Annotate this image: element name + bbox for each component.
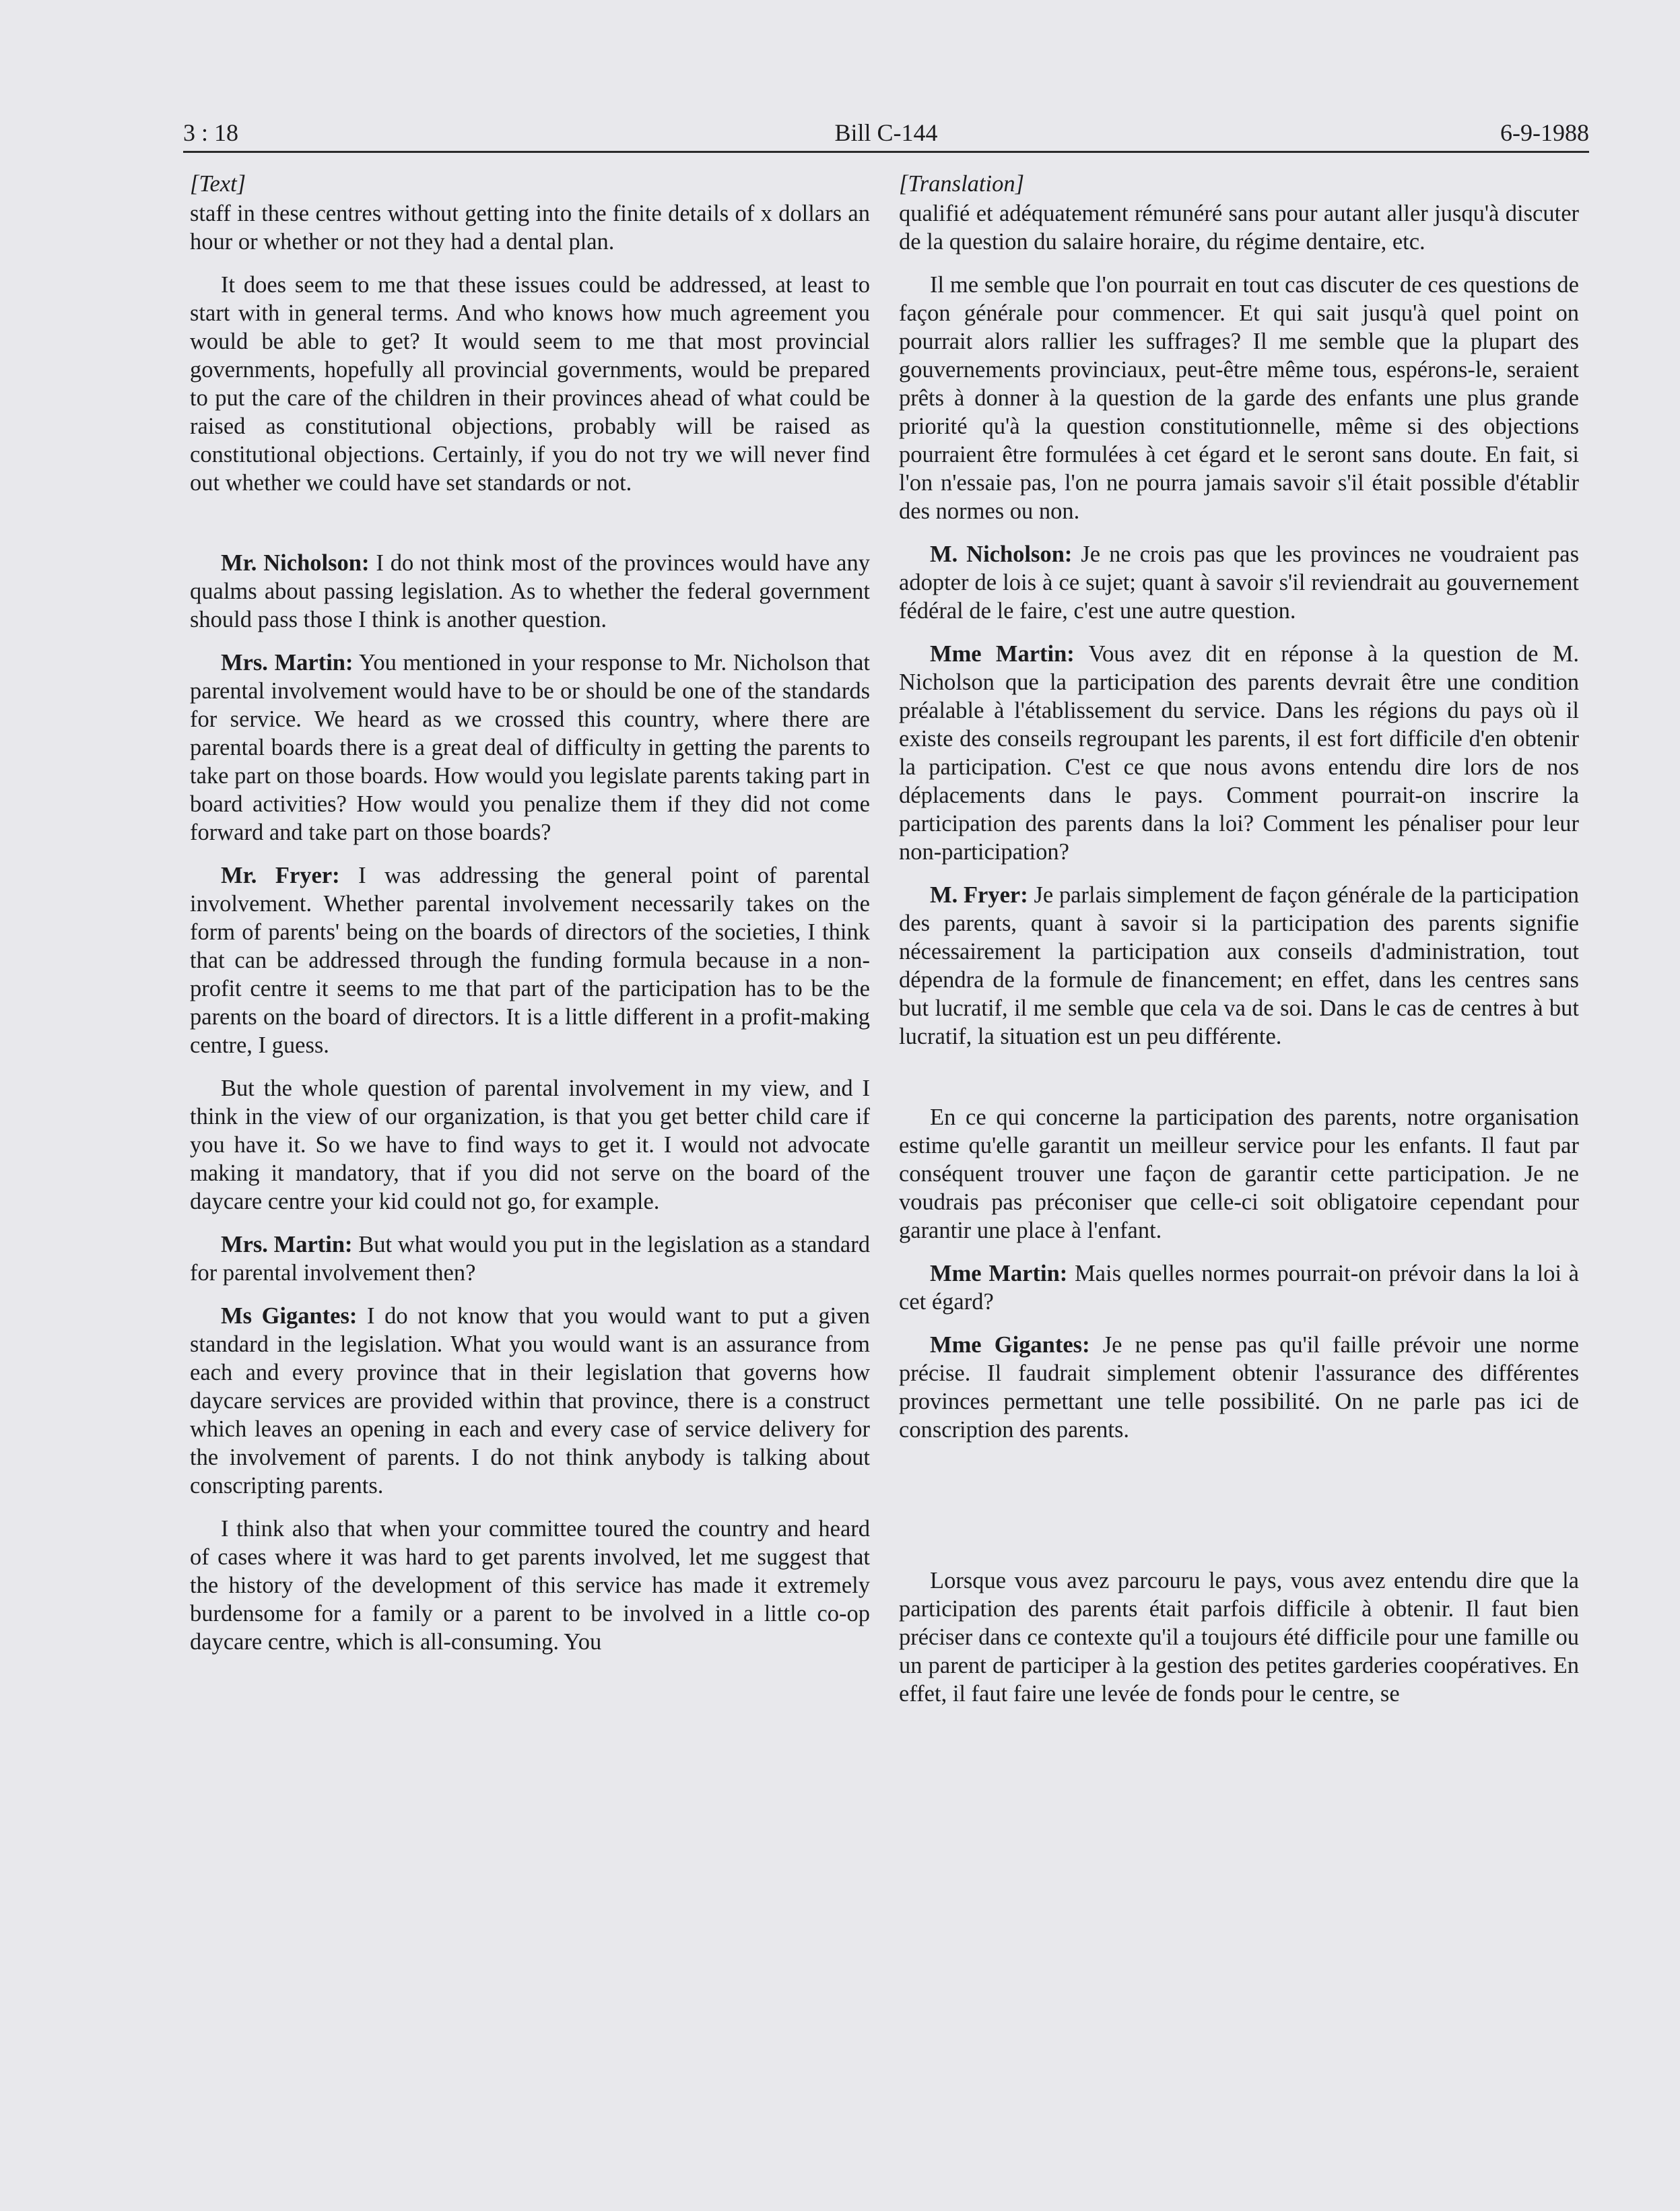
speaker-name: Mr. Nicholson: [221, 550, 370, 576]
header-date: 6-9-1988 [1500, 119, 1589, 146]
speaker-name: M. Fryer: [930, 882, 1028, 908]
speaker-name: M. Nicholson: [930, 541, 1073, 567]
paragraph: En ce qui concerne la participation des parents, notre organisation estime qu'elle garantit un meilleur service pour les enfants. Il faut par conséquent trouver une façon de garantir cette participation. Je ne voudrais pas préconiser que celle-ci soit obligatoire cependant pour garantir une place à l'enfant. [899, 1104, 1579, 1243]
paragraph: But the whole question of parental involvement in my view, and I think in the view of our organization, is that you get better child care if you have it. So we have to find ways to get it. I would not advocate making it mandatory, that if you did not serve on the board of the daycare centre your kid could not go, for example. [190, 1076, 870, 1214]
paragraph: Lorsque vous avez parcouru le pays, vous avez entendu dire que la participation des parents était parfois difficile à obtenir. Il faut bien préciser dans ce contexte qu'il a toujours été difficile pour une famille ou un parent de participer à la gestion des petites garderies coopératives. En effet, il faut faire une levée de fonds pour le centre, se [899, 1568, 1579, 1707]
paragraph: Mme Martin: Mais quelles normes pourrait-on prévoir dans la loi à cet égard? [899, 1261, 1579, 1315]
paragraph: It does seem to me that these issues could be addressed, at least to start with in general terms. And who knows how much agreement you would be able to get? It would seem to me that most provincial governments, hopefully all provincial governments, would be prepared to put the care of the children in their provinces ahead of what could be raised as constitutional objections, probably will be raised as constitutional objections. Certainly, if you do not try we will never find out whether we could have set standards or not. [190, 272, 870, 496]
paragraph: Mme Gigantes: Je ne pense pas qu'il faille prévoir une norme précise. Il faudrait simplement obtenir l'assurance des différentes provinces permettant une telle possibilité. On ne parle pas ici de conscription des parents. [899, 1332, 1579, 1443]
speaker-name: Ms Gigantes: [221, 1303, 358, 1329]
paragraph: Mr. Nicholson: I do not think most of the provinces would have any qualms about passing legislation. As to whether the federal government should pass those I think is another question. [190, 550, 870, 632]
french-column [899, 170, 1579, 1708]
speaker-name: Mr. Fryer: [221, 863, 340, 888]
speaker-name: Mme Martin: [930, 1261, 1068, 1286]
paragraph: Mr. Fryer: I was addressing the general point of parental involvement. Whether parental involvement necessarily takes on the form of parents' being on the boards of directors of the societies, I think that can be addressed through the funding formula because in a non-profit centre it seems to me that part of the participation has to be the parents on the board of directors. It is a little different in a profit-making centre, I guess. [190, 863, 870, 1058]
language-label: [Translation] [899, 171, 1025, 197]
paragraph: Ms Gigantes: I do not know that you would want to put a given standard in the legislation. What you would want is an assurance from each and every province that in their legislation that governs how daycare services are provided within that province, there is a construct which leaves an opening in each and every case of service delivery for the involvement of parents. I do not think anybody is talking about conscripting parents. [190, 1303, 870, 1498]
paragraph: Mme Martin: Vous avez dit en réponse à la question de M. Nicholson que la participation des parents devrait être une condition préalable à l'établissement du service. Dans les régions du pays où il existe des conseils regroupant les parents, il est fort difficile d'en obtenir la participation. C'est ce que nous avons entendu dire lors de nos déplacements dans le pays. Comment pourrait-on inscrire la participation des parents dans la loi? Comment les pénaliser pour leur non-participation? [899, 641, 1579, 865]
paragraph: Mrs. Martin: But what would you put in the legislation as a standard for parental involvement then? [190, 1232, 870, 1286]
paragraph: Mrs. Martin: You mentioned in your response to Mr. Nicholson that parental involvement would have to be or should be one of the standards for service. We heard as we crossed this country, where there are parental boards there is a great deal of difficulty in getting the parents to take part on those boards. How would you legislate parents taking part in board activities? How would you penalize them if they did not come forward and take part on those boards? [190, 650, 870, 845]
paragraph: staff in these centres without getting into the finite details of x dollars an hour or whether or not they had a dental plan. [190, 201, 870, 255]
english-column [190, 170, 870, 1656]
speaker-name: Mrs. Martin: [221, 650, 354, 675]
paragraph: M. Fryer: Je parlais simplement de façon générale de la participation des parents, quant à savoir si la participation des parents signifie nécessairement la participation aux conseils d'administration, tout dépendra de la formule de financement; en effet, dans les centres sans but lucratif, il me semble que cela va de soi. Dans le cas de centres à but lucratif, la situation est un peu différente. [899, 882, 1579, 1049]
page-reference: 3 : 18 [183, 119, 239, 146]
speaker-name: Mrs. Martin: [221, 1232, 353, 1257]
paragraph: Il me semble que l'on pourrait en tout cas discuter de ces questions de façon générale pour commencer. Et qui sait jusqu'à quel point on pourrait alors rallier les suffrages? Il me semble que la plupart des gouvernements provinciaux, peut-être même tous, espérons-le, seraient prêts à donner à la question de la garde des enfants une plus grande priorité qu'à la question constitutionnelle, même si des objections pourraient être formulées à cet égard et le seront sans doute. En fait, si l'on n'essaie pas, l'on ne pourra jamais savoir s'il était possible d'établir des normes ou non. [899, 272, 1579, 524]
bill-title: Bill C-144 [834, 119, 938, 146]
speaker-name: Mme Martin: [930, 641, 1075, 667]
paragraph: qualifié et adéquatement rémunéré sans pour autant aller jusqu'à discuter de la question du salaire horaire, du régime dentaire, etc. [899, 201, 1579, 255]
language-label: [Text] [190, 171, 246, 197]
page-header [183, 114, 1589, 153]
speaker-name: Mme Gigantes: [930, 1332, 1090, 1358]
paragraph: M. Nicholson: Je ne crois pas que les provinces ne voudraient pas adopter de lois à ce sujet; quant à savoir s'il reviendrait au gouvernement fédéral de le faire, c'est une autre question. [899, 541, 1580, 624]
paragraph: I think also that when your committee toured the country and heard of cases where it was hard to get parents involved, let me suggest that the history of the development of this service has made it extremely burdensome for a family or a parent to be involved in a little co-op daycare centre, which is all-consuming. You [190, 1516, 870, 1655]
